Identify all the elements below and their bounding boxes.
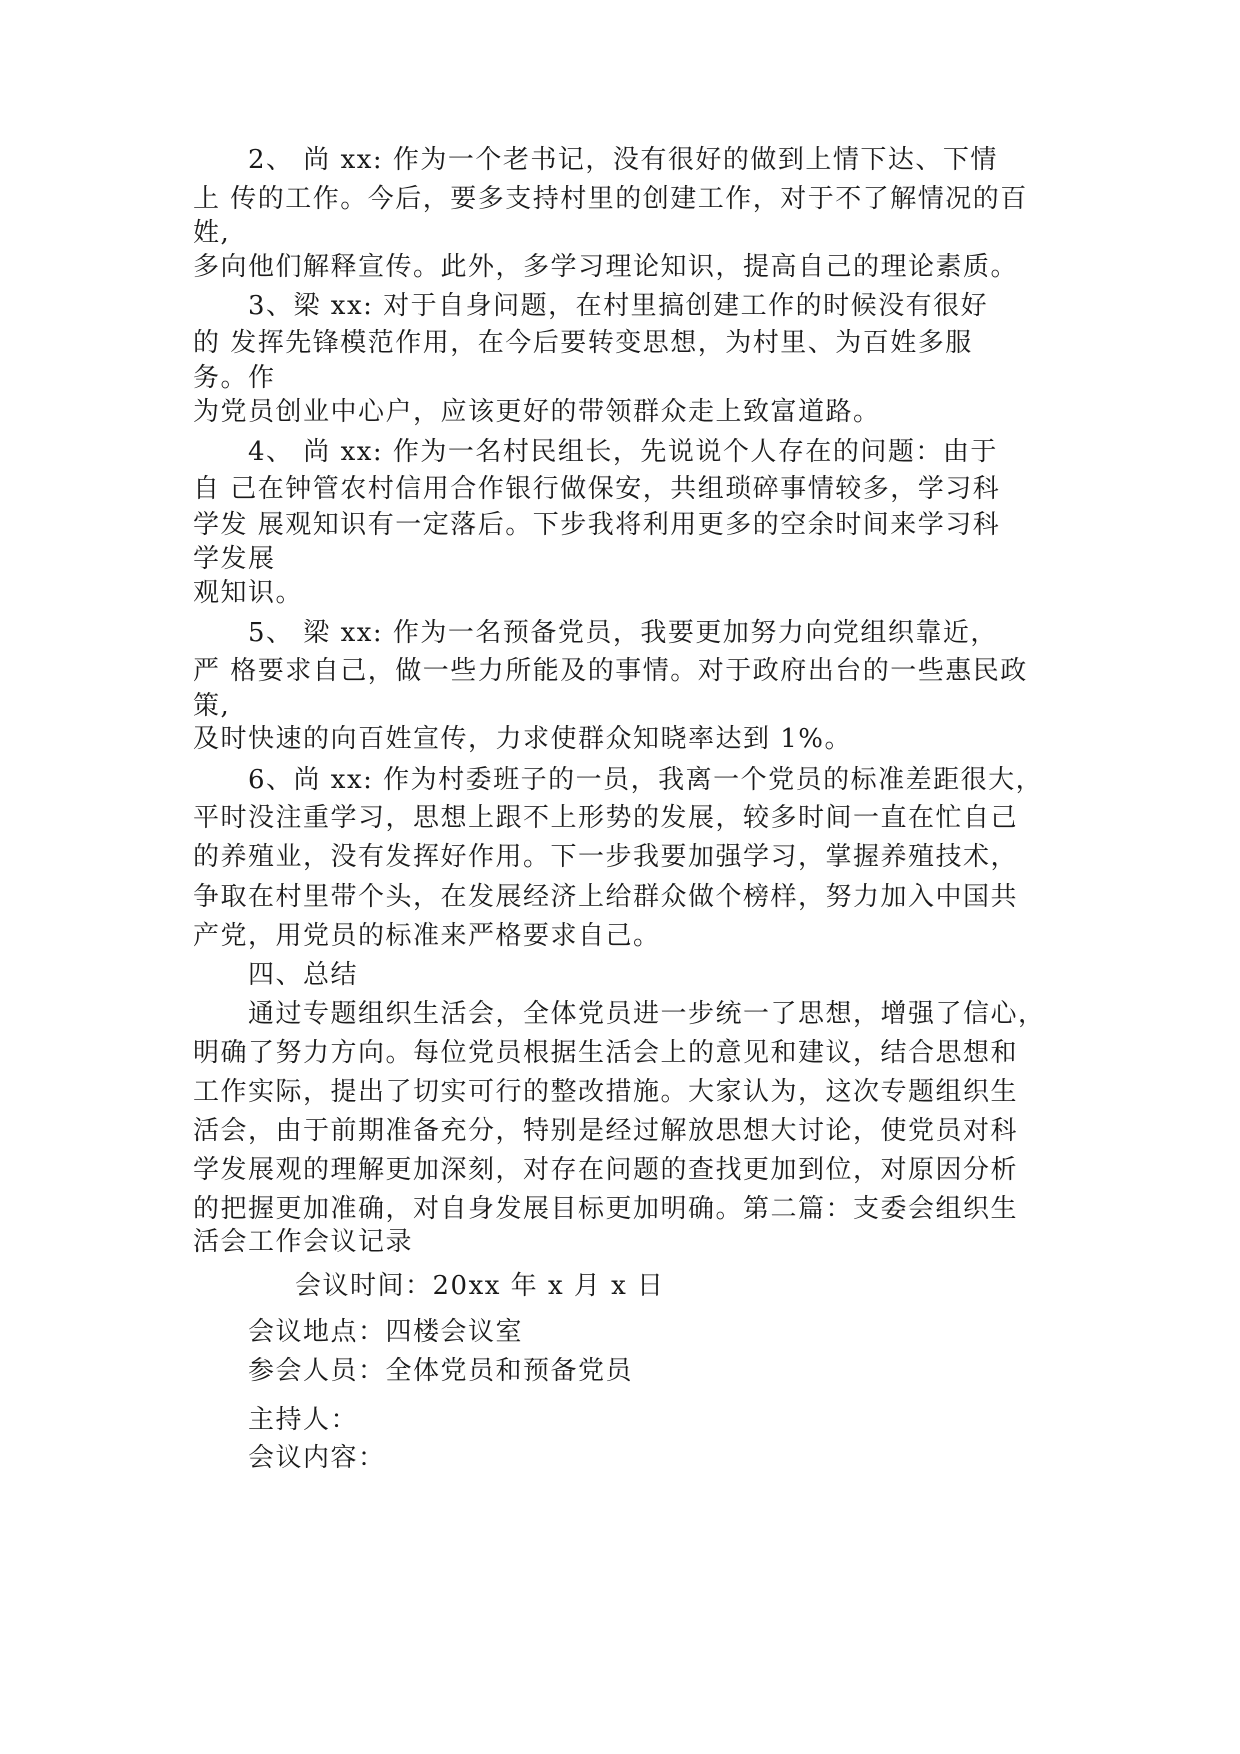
text-line: 工作实际，提出了切实可行的整改措施。大家认为，这次专题组织生: [193, 1077, 1019, 1107]
text-line: 多向他们解释宣传。此外，多学习理论知识，提高自己的理论素质。: [193, 252, 1019, 282]
meeting-location: 会议地点：四楼会议室: [248, 1317, 524, 1347]
text-line: 的把握更加准确，对自身发展目标更加明确。第二篇：支委会组织生: [193, 1194, 1019, 1224]
text-line: 上 传的工作。今后，要多支持村里的创建工作，对于不了解情况的百: [193, 184, 1028, 214]
text-line: 争取在村里带个头，在发展经济上给群众做个榜样，努力加入中国共: [193, 882, 1019, 912]
meeting-host: 主持人：: [248, 1405, 359, 1435]
text-line: 及时快速的向百姓宣传，力求使群众知晓率达到 1%。: [193, 724, 853, 754]
text-line: 自 己在钟管农村信用合作银行做保安，共组琐碎事情较多，学习科: [193, 474, 1001, 504]
text-line: 的养殖业，没有发挥好作用。下一步我要加强学习，掌握养殖技术，: [193, 842, 1019, 872]
text-line: 产党，用党员的标准来严格要求自己。: [193, 921, 661, 951]
text-line: 姓,: [193, 218, 231, 248]
text-line: 的 发挥先锋模范作用，在今后要转变思想，为村里、为百姓多服: [193, 328, 973, 358]
text-line: 严 格要求自己，做一些力所能及的事情。对于政府出台的一些惠民政: [193, 656, 1028, 686]
text-line: 活会，由于前期准备充分，特别是经过解放思想大讨论，使党员对科: [193, 1116, 1019, 1146]
text-line: 5、 梁 xx: 作为一名预备党员，我要更加努力向党组织靠近，: [248, 618, 998, 648]
text-line: 明确了努力方向。每位党员根据生活会上的意见和建议，结合思想和: [193, 1038, 1019, 1068]
text-line: 6、尚 xx: 作为村委班子的一员，我离一个党员的标准差距很大，: [248, 765, 1044, 795]
section-heading: 四、总结: [248, 960, 359, 990]
text-line: 3、梁 xx: 对于自身问题，在村里搞创建工作的时候没有很好: [248, 291, 989, 321]
text-line: 活会工作会议记录: [193, 1227, 414, 1257]
text-line: 平时没注重学习，思想上跟不上形势的发展，较多时间一直在忙自己: [193, 803, 1019, 833]
text-line: 2、 尚 xx: 作为一个老书记，没有很好的做到上情下达、下情: [248, 145, 998, 175]
text-line: 学发展: [193, 544, 276, 574]
text-line: 为党员创业中心户，应该更好的带领群众走上致富道路。: [193, 397, 881, 427]
meeting-content: 会议内容：: [248, 1443, 386, 1473]
text-line: 学发 展观知识有一定落后。下步我将利用更多的空余时间来学习科: [193, 510, 1001, 540]
meeting-attendees: 参会人员：全体党员和预备党员: [248, 1356, 634, 1386]
text-line: 务。作: [193, 363, 276, 393]
text-line: 观知识。: [193, 578, 304, 608]
text-line: 4、 尚 xx: 作为一名村民组长，先说说个人存在的问题：由于: [248, 437, 998, 467]
meeting-time: 会议时间：20xx 年 x 月 x 日: [295, 1271, 665, 1301]
text-line: 策,: [193, 691, 231, 721]
text-line: 通过专题组织生活会，全体党员进一步统一了思想，增强了信心，: [248, 999, 1046, 1029]
text-line: 学发展观的理解更加深刻，对存在问题的查找更加到位，对原因分析: [193, 1155, 1019, 1185]
